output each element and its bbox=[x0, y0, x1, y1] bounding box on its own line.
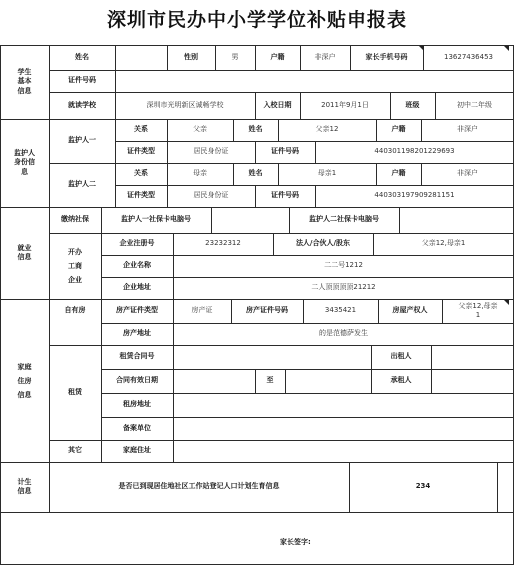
g2-hukou-value[interactable]: 非深户 bbox=[457, 169, 478, 178]
student-id-label: 证件号码 bbox=[68, 76, 96, 85]
lease-start-field[interactable] bbox=[173, 369, 255, 393]
student-hukou-label: 户籍 bbox=[270, 52, 285, 61]
guardian-one-label: 监护人一 bbox=[68, 136, 96, 145]
owner-value[interactable]: 父亲12,母亲 1 bbox=[458, 301, 498, 319]
dropdown-marker-icon bbox=[504, 300, 509, 305]
guardian-section-label: 监护人 身份信 息 bbox=[14, 148, 35, 176]
lease-term-label: 合同有效日期 bbox=[116, 376, 158, 385]
g1-relation-label: 关系 bbox=[134, 125, 148, 134]
lessee-label: 承租人 bbox=[390, 376, 412, 385]
g2-relation-value[interactable]: 母亲 bbox=[193, 169, 207, 178]
filing-unit-field[interactable] bbox=[173, 417, 514, 440]
other-label: 其它 bbox=[68, 446, 82, 455]
company-addr-label: 企业地址 bbox=[123, 283, 151, 292]
parent-phone-value[interactable]: 13627436453 bbox=[444, 52, 493, 61]
company-addr-value[interactable]: 二人顶顶顶顶21212 bbox=[311, 283, 376, 292]
parent-phone-label: 家长手机号码 bbox=[365, 52, 408, 61]
grid-line bbox=[497, 462, 498, 512]
grid-line bbox=[0, 512, 513, 513]
g2-hukou-label: 户籍 bbox=[391, 169, 406, 178]
g2-id-no-label: 证件号码 bbox=[271, 191, 299, 200]
g1-id-type-label: 证件类型 bbox=[127, 147, 155, 156]
grade-label: 班级 bbox=[405, 100, 420, 109]
social-insurance-label: 缴纳社保 bbox=[61, 215, 89, 224]
legal-rep-label: 法人/合伙人/股东 bbox=[295, 239, 351, 248]
g2-id-type-label: 证件类型 bbox=[127, 191, 155, 200]
property-addr-label: 房产地址 bbox=[123, 329, 151, 338]
family-planning-value[interactable]: 234 bbox=[415, 482, 431, 491]
property-addr-value[interactable]: 的是范德萨发生 bbox=[319, 329, 368, 338]
company-name-label: 企业名称 bbox=[123, 261, 151, 270]
student-name-field[interactable] bbox=[115, 45, 167, 70]
family-planning-section-label: 计生 信息 bbox=[17, 477, 32, 495]
g1-id-no-label: 证件号码 bbox=[271, 147, 299, 156]
cert-no-value[interactable]: 3435421 bbox=[324, 306, 357, 315]
school-value[interactable]: 深圳市光明新区诚畅学校 bbox=[146, 100, 224, 109]
lease-no-field[interactable] bbox=[173, 345, 371, 369]
owned-housing-label: 自有房 bbox=[64, 306, 86, 315]
cert-type-label: 房产证件类型 bbox=[116, 306, 158, 315]
dropdown-marker-icon bbox=[504, 46, 509, 51]
gender-label: 性别 bbox=[184, 52, 198, 61]
enroll-date-label: 入校日期 bbox=[263, 100, 292, 109]
cert-type-value[interactable]: 房产证 bbox=[191, 306, 213, 315]
g2-relation-label: 关系 bbox=[134, 169, 148, 178]
lease-end-field[interactable] bbox=[285, 369, 371, 393]
g1-relation-value[interactable]: 父亲 bbox=[193, 125, 207, 134]
student-id-field[interactable] bbox=[115, 70, 514, 92]
g1-id-no-value[interactable]: 440301198201229693 bbox=[374, 147, 455, 156]
g2-name-label: 姓名 bbox=[248, 169, 263, 178]
rental-addr-label: 租房地址 bbox=[123, 400, 151, 409]
g1-social-insurance-label: 监护人一社保卡电脑号 bbox=[121, 215, 191, 224]
school-label: 就读学校 bbox=[68, 100, 96, 109]
guardian-two-label: 监护人二 bbox=[68, 180, 96, 189]
signature-label: 家长签字: bbox=[280, 538, 311, 547]
business-label: 开办 工商 企业 bbox=[68, 248, 82, 284]
g2-social-insurance-field[interactable] bbox=[399, 207, 514, 233]
dropdown-marker-icon bbox=[419, 46, 424, 51]
cert-no-label: 房产证件号码 bbox=[246, 306, 288, 315]
filing-unit-label: 备案单位 bbox=[123, 423, 151, 432]
enroll-date-value[interactable]: 2011年9月1日 bbox=[321, 100, 369, 109]
lease-to-label: 至 bbox=[266, 376, 274, 385]
home-addr-field[interactable] bbox=[173, 440, 514, 462]
g1-name-value[interactable]: 父亲12 bbox=[315, 125, 339, 134]
grade-value[interactable]: 初中二年级 bbox=[457, 100, 492, 109]
student-hukou-value[interactable]: 非深户 bbox=[314, 52, 336, 61]
rental-addr-field[interactable] bbox=[173, 393, 514, 417]
g1-hukou-label: 户籍 bbox=[391, 125, 406, 134]
student-section-label: 学生 基本 信息 bbox=[17, 67, 32, 95]
g1-hukou-value[interactable]: 非深户 bbox=[457, 125, 478, 134]
reg-no-label: 企业注册号 bbox=[119, 239, 155, 248]
employment-section-label: 就业 信息 bbox=[17, 243, 32, 261]
gender-value[interactable]: 男 bbox=[231, 52, 239, 61]
rental-label: 租赁 bbox=[68, 387, 82, 396]
form-title: 深圳市民办中小学学位补贴申报表 bbox=[106, 9, 407, 31]
signature-field[interactable] bbox=[350, 535, 500, 551]
lessee-field[interactable] bbox=[431, 369, 514, 393]
lessor-field[interactable] bbox=[431, 345, 514, 369]
company-name-value[interactable]: 二二号1212 bbox=[324, 261, 363, 270]
g1-name-label: 姓名 bbox=[248, 125, 263, 134]
legal-rep-value[interactable]: 父亲12,母亲1 bbox=[421, 239, 466, 248]
g2-id-type-value[interactable]: 居民身份证 bbox=[193, 191, 229, 200]
g1-id-type-value[interactable]: 居民身份证 bbox=[193, 147, 229, 156]
g2-social-insurance-label: 监护人二社保卡电脑号 bbox=[309, 215, 379, 224]
lessor-label: 出租人 bbox=[390, 352, 412, 361]
owner-label: 房屋产权人 bbox=[392, 306, 428, 315]
g2-id-no-value[interactable]: 440303197909281151 bbox=[374, 191, 455, 200]
g2-name-value[interactable]: 母亲1 bbox=[317, 169, 337, 178]
home-addr-label: 家庭住址 bbox=[123, 446, 151, 455]
family-planning-question: 是否已到现居住地社区工作站登记人口计划生育信息 bbox=[118, 482, 280, 491]
g1-social-insurance-field[interactable] bbox=[211, 207, 289, 233]
housing-section-label: 家庭 住房 信息 bbox=[17, 362, 32, 399]
lease-no-label: 租赁合同号 bbox=[119, 352, 155, 361]
reg-no-value[interactable]: 23232312 bbox=[205, 239, 241, 248]
student-name-label: 姓名 bbox=[75, 52, 89, 61]
